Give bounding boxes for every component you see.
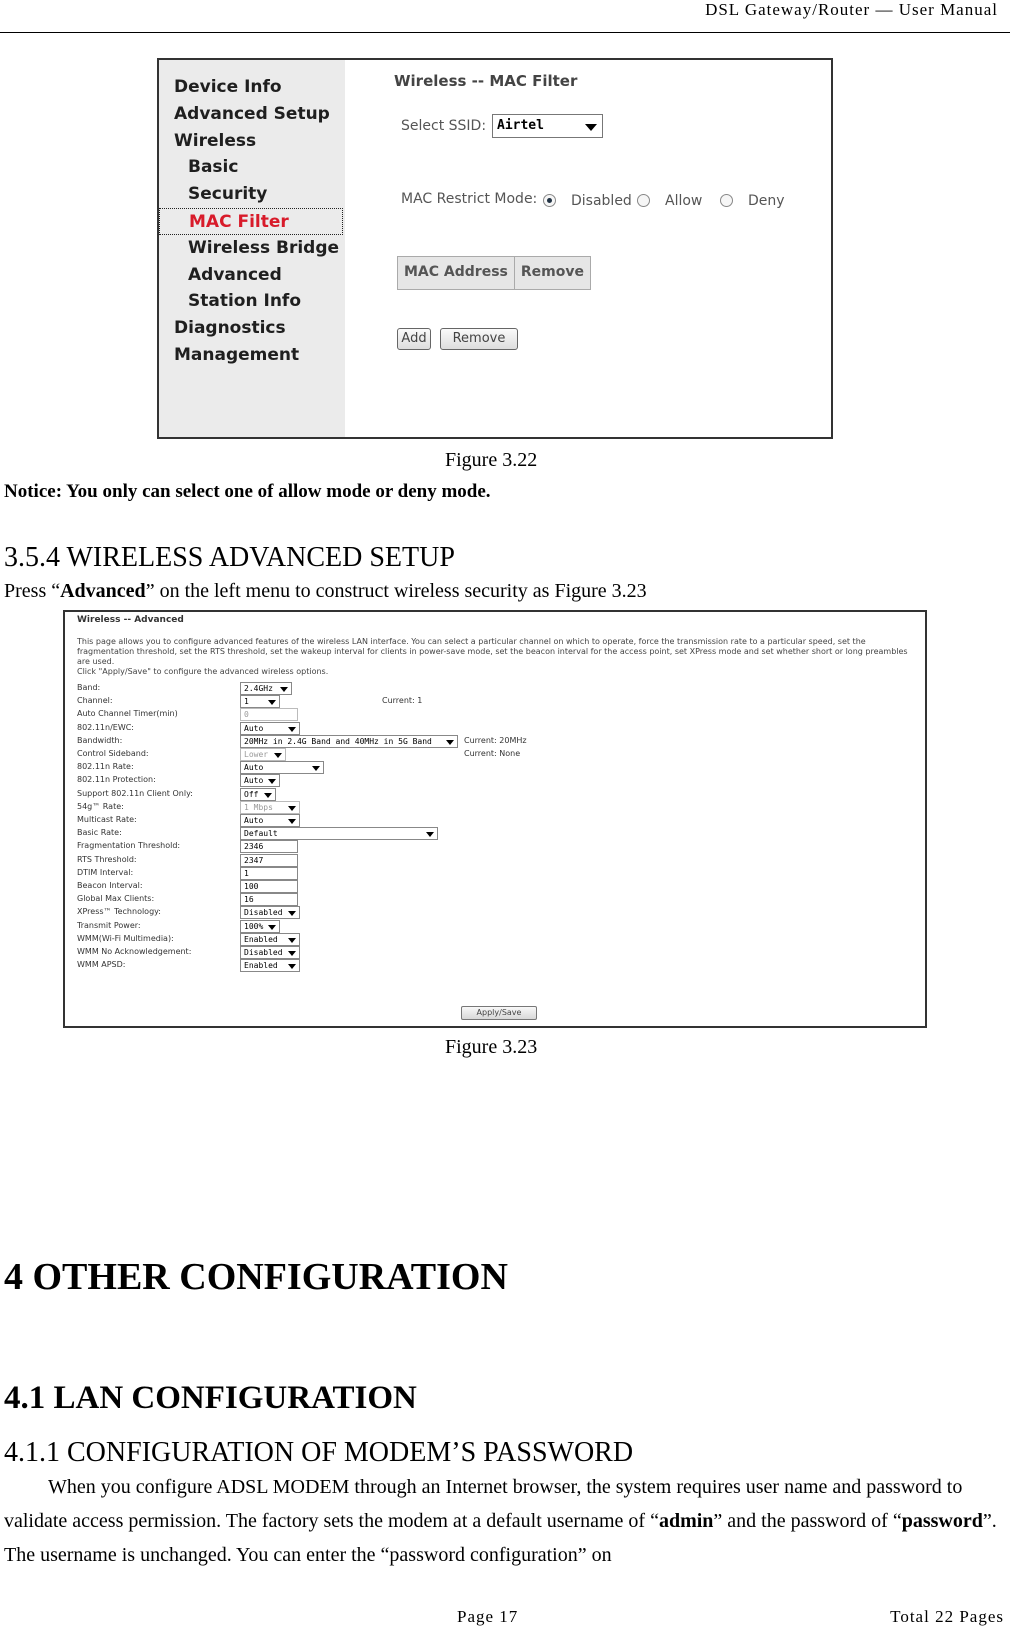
apply-save-button[interactable]: Apply/Save	[461, 1006, 537, 1020]
chevron-down-icon	[268, 700, 276, 705]
ssid-select[interactable]	[492, 114, 603, 138]
field-label: Control Sideband:	[77, 749, 149, 758]
field-row	[77, 735, 917, 749]
field-row	[77, 708, 917, 722]
field-value: Auto	[244, 776, 264, 786]
field-input[interactable]	[240, 708, 298, 721]
field-value: 1	[244, 868, 249, 878]
manual-title: DSL Gateway/Router — User Manual	[705, 0, 998, 19]
chevron-down-icon	[288, 819, 296, 824]
remove-button[interactable]: Remove	[440, 328, 518, 350]
wireless-advanced-screenshot	[63, 610, 927, 1028]
field-row	[77, 854, 917, 868]
field-current-note: Current: 20MHz	[464, 735, 527, 745]
field-label: Channel:	[77, 696, 113, 706]
section-3-5-4-text: Press “Advanced” on the left menu to construct wireless security as Figure 3.23	[4, 580, 647, 602]
chevron-down-icon	[288, 911, 296, 916]
default-username: admin	[658, 1510, 714, 1532]
menu-item-wireless-bridge[interactable]: Wireless Bridge	[188, 237, 340, 258]
field-label: Transmit Power:	[77, 920, 141, 930]
field-value: Enabled	[244, 934, 278, 944]
left-menu	[159, 60, 345, 437]
menu-item-advanced-setup[interactable]: Advanced Setup	[174, 103, 330, 124]
chevron-down-icon	[268, 925, 276, 930]
field-value: Default	[244, 829, 278, 839]
wireless-advanced-title: Wireless -- Advanced	[77, 615, 184, 625]
menu-item-station-info[interactable]: Station Info	[188, 291, 301, 312]
field-row	[77, 827, 917, 841]
field-select[interactable]	[240, 906, 300, 919]
field-row	[77, 774, 917, 788]
field-select[interactable]	[240, 761, 324, 774]
field-value: Auto	[244, 816, 264, 825]
chevron-down-icon	[585, 124, 597, 131]
field-label: WMM APSD:	[77, 960, 126, 970]
chevron-down-icon	[274, 753, 282, 758]
field-row	[77, 906, 917, 920]
field-label: 802.11n/EWC:	[77, 722, 135, 732]
field-value: Lower	[244, 750, 269, 759]
field-value: Auto	[244, 723, 264, 733]
field-select[interactable]	[240, 695, 280, 708]
field-label: XPress™ Technology:	[77, 907, 162, 917]
ssid-value: Airtel	[497, 118, 544, 133]
field-row	[77, 761, 917, 775]
page-header	[0, 0, 1010, 33]
menu-item-diagnostics[interactable]: Diagnostics	[174, 318, 286, 339]
field-label: Support 802.11n Client Only:	[77, 788, 193, 798]
field-label: RTS Threshold:	[77, 854, 137, 864]
field-value: 2347	[244, 855, 264, 865]
chevron-down-icon	[312, 766, 320, 771]
mac-filter-screenshot	[157, 58, 833, 439]
field-select[interactable]	[240, 722, 300, 735]
field-value: Disabled	[244, 948, 283, 957]
field-input[interactable]	[240, 840, 298, 853]
field-label: 802.11n Rate:	[77, 762, 134, 772]
field-select[interactable]	[240, 814, 300, 827]
mac-filter-panel	[345, 60, 831, 437]
chevron-down-icon	[264, 793, 272, 798]
field-value: 100%	[244, 921, 264, 931]
field-row	[77, 893, 917, 907]
field-row	[77, 840, 917, 854]
field-select[interactable]	[240, 801, 300, 814]
total-pages: Total 22 Pages	[890, 1607, 1004, 1626]
chevron-down-icon	[288, 727, 296, 732]
notice-text: Notice: You only can select one of allow mode or deny mode.	[4, 481, 491, 502]
section-4-1-heading: 4.1 LAN CONFIGURATION	[4, 1380, 417, 1416]
field-value: 20MHz in 2.4G Band and 40MHz in 5G Band	[244, 736, 432, 746]
field-select[interactable]	[240, 933, 300, 946]
chapter-4-heading: 4 OTHER CONFIGURATION	[4, 1256, 508, 1298]
figure-caption-3-22: Figure 3.22	[445, 449, 538, 471]
field-label: Beacon Interval:	[77, 881, 143, 890]
field-label: Band:	[77, 683, 101, 692]
mode-disabled-label: Disabled	[571, 193, 632, 209]
field-current-note: Current: 1	[382, 696, 423, 706]
field-row	[77, 722, 917, 736]
field-label: Basic Rate:	[77, 828, 122, 838]
menu-item-advanced[interactable]: Advanced	[188, 264, 282, 285]
field-value: 100	[244, 882, 259, 891]
field-label: Multicast Rate:	[77, 815, 137, 824]
field-label: Global Max Clients:	[77, 894, 155, 904]
field-select[interactable]	[240, 959, 300, 972]
field-value: 2346	[244, 842, 264, 852]
field-value: Enabled	[244, 961, 278, 971]
field-row	[77, 695, 917, 709]
field-row	[77, 801, 917, 815]
menu-item-basic[interactable]: Basic	[188, 157, 239, 178]
field-row	[77, 682, 917, 696]
field-row	[77, 867, 917, 881]
field-select[interactable]	[240, 788, 276, 801]
field-value: Auto	[244, 763, 264, 773]
field-label: Bandwidth:	[77, 735, 123, 745]
radio-disabled[interactable]	[543, 194, 556, 207]
section-4-1-1-body: When you configure ADSL MODEM through an Internet browser, the system requires user name and password to validate access permission. The factory sets the modem at a default username of “admin” and the password of “password”. The username is unchanged. You can enter the “password configuration” on	[4, 1476, 997, 1566]
page-number: Page 17	[457, 1607, 519, 1626]
field-input[interactable]	[240, 880, 298, 893]
section-4-1-1-heading: 4.1.1 CONFIGURATION OF MODEM’S PASSWORD	[4, 1437, 634, 1468]
wireless-advanced-description: This page allows you to configure advanced features of the wireless LAN interface. You can select a particular channel on which to operate, force the transmission rate to a particular speed, set the fragmentation threshold, set the RTS threshold, set the wakeup interval for clients in power-save mode, set the beacon interval for the access point, set XPress mode and set whether short or long preambles are used. Click "Apply/Save" to configure the advanced wireless options.	[77, 637, 908, 676]
field-input[interactable]	[240, 893, 298, 906]
field-select[interactable]	[240, 748, 286, 761]
section-heading-3-5-4: 3.5.4 WIRELESS ADVANCED SETUP	[4, 542, 455, 573]
field-row	[77, 959, 917, 973]
field-value: 2.4GHz	[244, 684, 273, 693]
column-remove: Remove	[520, 264, 584, 280]
field-value: 16	[244, 895, 254, 905]
ssid-label: Select SSID:	[401, 118, 487, 134]
column-mac-address: MAC Address	[398, 257, 515, 289]
menu-item-management[interactable]: Management	[174, 344, 300, 365]
field-label: DTIM Interval:	[77, 867, 134, 877]
field-row	[77, 933, 917, 947]
field-label: WMM No Acknowledgement:	[77, 947, 192, 956]
chevron-down-icon	[288, 964, 296, 969]
field-row	[77, 814, 917, 828]
default-password: password	[901, 1510, 983, 1532]
radio-allow[interactable]	[637, 194, 650, 207]
field-label: Fragmentation Threshold:	[77, 841, 181, 851]
advanced-term: Advanced	[60, 580, 146, 602]
field-value: 0	[244, 710, 249, 720]
figure-caption-3-23: Figure 3.23	[445, 1036, 538, 1058]
field-select[interactable]	[240, 920, 280, 933]
field-label: Auto Channel Timer(min)	[77, 709, 178, 719]
field-current-note: Current: None	[464, 749, 521, 758]
field-value: 1	[244, 697, 249, 707]
field-input[interactable]	[240, 854, 298, 867]
mac-table-header	[397, 256, 591, 290]
chevron-down-icon	[268, 779, 276, 784]
mode-deny-label: Deny	[748, 193, 785, 209]
mode-label: MAC Restrict Mode:	[401, 191, 538, 207]
field-row	[77, 748, 917, 762]
add-button[interactable]: Add	[397, 328, 431, 350]
field-select[interactable]	[240, 774, 280, 787]
field-select[interactable]	[240, 735, 458, 748]
chevron-down-icon	[288, 806, 296, 811]
field-value: 1 Mbps	[244, 802, 273, 812]
field-row	[77, 880, 917, 894]
field-value: Off	[244, 789, 259, 799]
field-select[interactable]	[240, 682, 292, 695]
panel-title: Wireless -- MAC Filter	[394, 72, 578, 90]
menu-item-mac-filter[interactable]: MAC Filter	[159, 208, 343, 235]
menu-item-wireless[interactable]: Wireless	[174, 130, 257, 151]
field-label: 802.11n Protection:	[77, 775, 156, 785]
menu-item-security[interactable]: Security	[188, 184, 268, 205]
field-value: Disabled	[244, 908, 283, 918]
menu-item-device-info[interactable]: Device Info	[174, 77, 282, 97]
field-label: WMM(Wi-Fi Multimedia):	[77, 933, 174, 943]
field-label: 54g™ Rate:	[77, 801, 124, 811]
chevron-down-icon	[288, 938, 296, 943]
field-row	[77, 788, 917, 802]
field-input[interactable]	[240, 867, 298, 880]
chevron-down-icon	[288, 951, 296, 956]
field-row	[77, 946, 917, 960]
field-select[interactable]	[240, 946, 300, 959]
radio-deny[interactable]	[720, 194, 733, 207]
mode-allow-label: Allow	[665, 193, 703, 209]
field-select[interactable]	[240, 827, 438, 840]
field-row	[77, 920, 917, 934]
chevron-down-icon	[446, 740, 454, 745]
chevron-down-icon	[280, 687, 288, 692]
chevron-down-icon	[426, 832, 434, 837]
